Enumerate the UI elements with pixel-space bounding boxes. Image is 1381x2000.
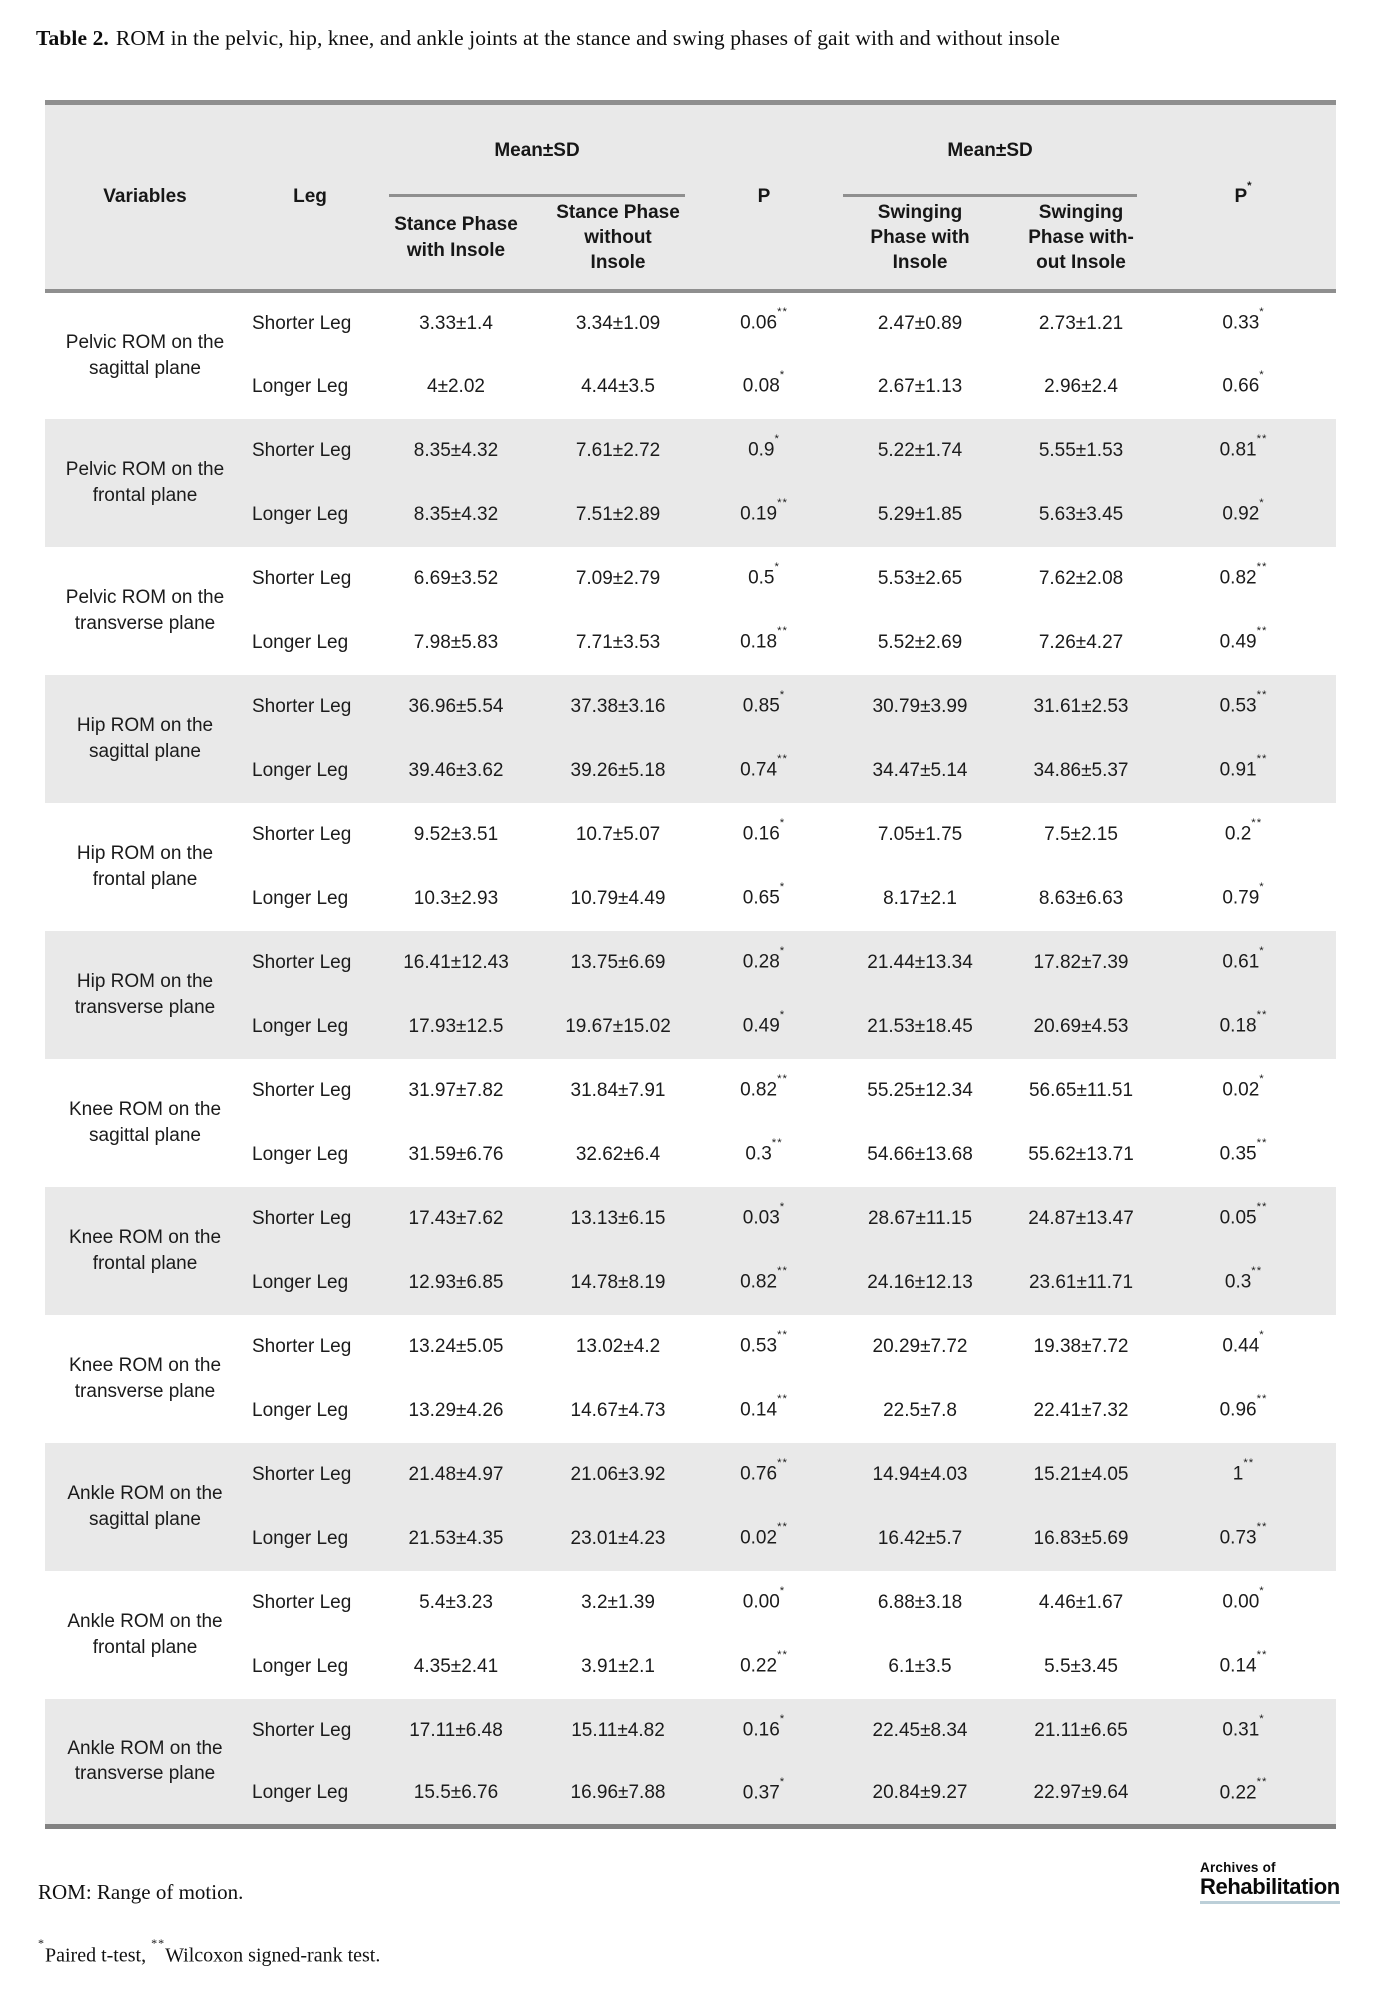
leg-cell: Longer Leg bbox=[245, 995, 375, 1059]
swing-without-insole-cell: 17.82±7.39 bbox=[1011, 931, 1151, 995]
table-row bbox=[45, 419, 1336, 483]
table-body bbox=[45, 291, 1336, 1827]
stance-with-insole-cell: 17.11±6.48 bbox=[375, 1699, 537, 1763]
p-star-value-cell: 0.53** bbox=[1151, 675, 1336, 739]
table-row bbox=[45, 931, 1336, 995]
variable-cell: Knee ROM on the transverse plane bbox=[45, 1315, 245, 1443]
variable-cell: Pelvic ROM on the sagittal plane bbox=[45, 291, 245, 419]
variable-cell: Hip ROM on the transverse plane bbox=[45, 931, 245, 1059]
swing-with-insole-cell: 28.67±11.15 bbox=[829, 1187, 1011, 1251]
leg-cell: Longer Leg bbox=[245, 739, 375, 803]
stance-with-insole-cell: 31.97±7.82 bbox=[375, 1059, 537, 1123]
swing-with-insole-cell: 20.29±7.72 bbox=[829, 1315, 1011, 1379]
leg-cell: Shorter Leg bbox=[245, 1443, 375, 1507]
swing-with-insole-cell: 6.88±3.18 bbox=[829, 1571, 1011, 1635]
swing-with-insole-cell: 22.45±8.34 bbox=[829, 1699, 1011, 1763]
table-row bbox=[45, 803, 1336, 867]
variable-cell: Pelvic ROM on the transverse plane bbox=[45, 547, 245, 675]
col-header-p: P bbox=[699, 103, 829, 291]
stance-with-insole-cell: 6.69±3.52 bbox=[375, 547, 537, 611]
swing-without-insole-cell: 24.87±13.47 bbox=[1011, 1187, 1151, 1251]
leg-cell: Shorter Leg bbox=[245, 1699, 375, 1763]
table-row bbox=[45, 291, 1336, 355]
stance-with-insole-cell: 10.3±2.93 bbox=[375, 867, 537, 931]
col-header-p-star: P* bbox=[1151, 103, 1336, 291]
col-subheader-2: Swinging Phase with Insole bbox=[829, 197, 1011, 291]
leg-cell: Shorter Leg bbox=[245, 419, 375, 483]
abbreviation-note: ROM: Range of motion. bbox=[38, 1880, 244, 1904]
p-star-value-cell: 0.79* bbox=[1151, 867, 1336, 931]
stance-without-insole-cell: 13.13±6.15 bbox=[537, 1187, 699, 1251]
p-star-value-cell: 0.96** bbox=[1151, 1379, 1336, 1443]
p-value-cell: 0.14** bbox=[699, 1379, 829, 1443]
p-star-value-cell: 0.18** bbox=[1151, 995, 1336, 1059]
swing-without-insole-cell: 21.11±6.65 bbox=[1011, 1699, 1151, 1763]
leg-cell: Longer Leg bbox=[245, 1123, 375, 1187]
stance-with-insole-cell: 3.33±1.4 bbox=[375, 291, 537, 355]
swing-with-insole-cell: 55.25±12.34 bbox=[829, 1059, 1011, 1123]
journal-logo-line2: Rehabilitation bbox=[1200, 1875, 1340, 1904]
p-value-cell: 0.65* bbox=[699, 867, 829, 931]
leg-cell: Shorter Leg bbox=[245, 931, 375, 995]
table-row bbox=[45, 1187, 1336, 1251]
swing-with-insole-cell: 14.94±4.03 bbox=[829, 1443, 1011, 1507]
p-star-value-cell: 0.91** bbox=[1151, 739, 1336, 803]
stance-without-insole-cell: 3.91±2.1 bbox=[537, 1635, 699, 1699]
p-star-value-cell: 0.02* bbox=[1151, 1059, 1336, 1123]
swing-with-insole-cell: 2.47±0.89 bbox=[829, 291, 1011, 355]
swing-with-insole-cell: 5.53±2.65 bbox=[829, 547, 1011, 611]
swing-with-insole-cell: 22.5±7.8 bbox=[829, 1379, 1011, 1443]
variable-cell: Pelvic ROM on the frontal plane bbox=[45, 419, 245, 547]
p-value-cell: 0.76** bbox=[699, 1443, 829, 1507]
stance-without-insole-cell: 10.7±5.07 bbox=[537, 803, 699, 867]
p-value-cell: 0.22** bbox=[699, 1635, 829, 1699]
p-value-cell: 0.74** bbox=[699, 739, 829, 803]
swing-without-insole-cell: 2.96±2.4 bbox=[1011, 355, 1151, 419]
stance-with-insole-cell: 9.52±3.51 bbox=[375, 803, 537, 867]
p-value-cell: 0.49* bbox=[699, 995, 829, 1059]
p-value-cell: 0.00* bbox=[699, 1571, 829, 1635]
stance-without-insole-cell: 32.62±6.4 bbox=[537, 1123, 699, 1187]
table-caption bbox=[36, 26, 1356, 51]
table-caption-text: ROM in the pelvic, hip, knee, and ankle joints at the stance and swing phases of gait with and without insole bbox=[115, 26, 1061, 50]
stance-with-insole-cell: 13.24±5.05 bbox=[375, 1315, 537, 1379]
variable-cell: Ankle ROM on the frontal plane bbox=[45, 1571, 245, 1699]
leg-cell: Shorter Leg bbox=[245, 291, 375, 355]
p-star-value-cell: 0.66* bbox=[1151, 355, 1336, 419]
p-star-value-cell: 0.35** bbox=[1151, 1123, 1336, 1187]
stance-without-insole-cell: 7.09±2.79 bbox=[537, 547, 699, 611]
swing-without-insole-cell: 2.73±1.21 bbox=[1011, 291, 1151, 355]
col-subheader-0: Stance Phase with Insole bbox=[375, 197, 537, 291]
table-row bbox=[45, 1315, 1336, 1379]
leg-cell: Longer Leg bbox=[245, 1635, 375, 1699]
variable-cell: Ankle ROM on the transverse plane bbox=[45, 1699, 245, 1827]
stance-with-insole-cell: 13.29±4.26 bbox=[375, 1379, 537, 1443]
stance-without-insole-cell: 7.51±2.89 bbox=[537, 483, 699, 547]
p-value-cell: 0.37* bbox=[699, 1763, 829, 1827]
p-value-cell: 0.16* bbox=[699, 803, 829, 867]
leg-cell: Shorter Leg bbox=[245, 1059, 375, 1123]
swing-without-insole-cell: 5.5±3.45 bbox=[1011, 1635, 1151, 1699]
p-value-cell: 0.08* bbox=[699, 355, 829, 419]
swing-without-insole-cell: 15.21±4.05 bbox=[1011, 1443, 1151, 1507]
col-subheader-3: Swinging Phase with- out Insole bbox=[1011, 197, 1151, 291]
p-star-value-cell: 0.61* bbox=[1151, 931, 1336, 995]
leg-cell: Shorter Leg bbox=[245, 1187, 375, 1251]
stance-without-insole-cell: 15.11±4.82 bbox=[537, 1699, 699, 1763]
p-star-value-cell: 0.49** bbox=[1151, 611, 1336, 675]
p-star-value-cell: 0.81** bbox=[1151, 419, 1336, 483]
header-row-top bbox=[45, 103, 1336, 197]
p-star-value-cell: 0.00* bbox=[1151, 1571, 1336, 1635]
p-star-value-cell: 1** bbox=[1151, 1443, 1336, 1507]
swing-with-insole-cell: 54.66±13.68 bbox=[829, 1123, 1011, 1187]
p-star-value-cell: 0.33* bbox=[1151, 291, 1336, 355]
leg-cell: Longer Leg bbox=[245, 355, 375, 419]
variable-cell: Hip ROM on the frontal plane bbox=[45, 803, 245, 931]
col-header-leg: Leg bbox=[245, 103, 375, 291]
p-star-value-cell: 0.14** bbox=[1151, 1635, 1336, 1699]
p-value-cell: 0.9* bbox=[699, 419, 829, 483]
swing-with-insole-cell: 20.84±9.27 bbox=[829, 1763, 1011, 1827]
p-value-cell: 0.02** bbox=[699, 1507, 829, 1571]
stance-without-insole-cell: 3.2±1.39 bbox=[537, 1571, 699, 1635]
stance-with-insole-cell: 7.98±5.83 bbox=[375, 611, 537, 675]
leg-cell: Longer Leg bbox=[245, 867, 375, 931]
swing-without-insole-cell: 7.62±2.08 bbox=[1011, 547, 1151, 611]
leg-cell: Longer Leg bbox=[245, 611, 375, 675]
swing-with-insole-cell: 5.29±1.85 bbox=[829, 483, 1011, 547]
p-value-cell: 0.5* bbox=[699, 547, 829, 611]
leg-cell: Longer Leg bbox=[245, 1379, 375, 1443]
stance-with-insole-cell: 8.35±4.32 bbox=[375, 419, 537, 483]
swing-without-insole-cell: 4.46±1.67 bbox=[1011, 1571, 1151, 1635]
swing-without-insole-cell: 8.63±6.63 bbox=[1011, 867, 1151, 931]
swing-with-insole-cell: 34.47±5.14 bbox=[829, 739, 1011, 803]
p-star-value-cell: 0.3** bbox=[1151, 1251, 1336, 1315]
p-star-value-cell: 0.31* bbox=[1151, 1699, 1336, 1763]
leg-cell: Shorter Leg bbox=[245, 1571, 375, 1635]
stance-with-insole-cell: 4±2.02 bbox=[375, 355, 537, 419]
col-header-mean-sd-stance: Mean±SD bbox=[375, 103, 699, 197]
table-row bbox=[45, 1443, 1336, 1507]
stance-without-insole-cell: 14.67±4.73 bbox=[537, 1379, 699, 1443]
col-header-variables: Variables bbox=[45, 103, 245, 291]
stance-with-insole-cell: 8.35±4.32 bbox=[375, 483, 537, 547]
stance-without-insole-cell: 21.06±3.92 bbox=[537, 1443, 699, 1507]
swing-with-insole-cell: 24.16±12.13 bbox=[829, 1251, 1011, 1315]
stance-without-insole-cell: 13.75±6.69 bbox=[537, 931, 699, 995]
stance-without-insole-cell: 7.71±3.53 bbox=[537, 611, 699, 675]
table-row bbox=[45, 1571, 1336, 1635]
swing-without-insole-cell: 34.86±5.37 bbox=[1011, 739, 1151, 803]
table-header bbox=[45, 103, 1336, 291]
table-row bbox=[45, 1699, 1336, 1763]
variable-cell: Knee ROM on the sagittal plane bbox=[45, 1059, 245, 1187]
p-value-cell: 0.3** bbox=[699, 1123, 829, 1187]
stance-without-insole-cell: 39.26±5.18 bbox=[537, 739, 699, 803]
p-star-value-cell: 0.2** bbox=[1151, 803, 1336, 867]
swing-with-insole-cell: 21.53±18.45 bbox=[829, 995, 1011, 1059]
leg-cell: Longer Leg bbox=[245, 1507, 375, 1571]
swing-without-insole-cell: 23.61±11.71 bbox=[1011, 1251, 1151, 1315]
stance-without-insole-cell: 13.02±4.2 bbox=[537, 1315, 699, 1379]
swing-without-insole-cell: 56.65±11.51 bbox=[1011, 1059, 1151, 1123]
stance-without-insole-cell: 4.44±3.5 bbox=[537, 355, 699, 419]
stance-with-insole-cell: 36.96±5.54 bbox=[375, 675, 537, 739]
p-value-cell: 0.82** bbox=[699, 1251, 829, 1315]
swing-without-insole-cell: 22.41±7.32 bbox=[1011, 1379, 1151, 1443]
stance-without-insole-cell: 19.67±15.02 bbox=[537, 995, 699, 1059]
p-value-cell: 0.03* bbox=[699, 1187, 829, 1251]
swing-with-insole-cell: 2.67±1.13 bbox=[829, 355, 1011, 419]
rom-table bbox=[45, 100, 1336, 1829]
swing-with-insole-cell: 21.44±13.34 bbox=[829, 931, 1011, 995]
swing-with-insole-cell: 16.42±5.7 bbox=[829, 1507, 1011, 1571]
p-star-value-cell: 0.73** bbox=[1151, 1507, 1336, 1571]
swing-without-insole-cell: 20.69±4.53 bbox=[1011, 995, 1151, 1059]
stance-with-insole-cell: 21.53±4.35 bbox=[375, 1507, 537, 1571]
swing-with-insole-cell: 5.22±1.74 bbox=[829, 419, 1011, 483]
swing-without-insole-cell: 7.5±2.15 bbox=[1011, 803, 1151, 867]
stance-with-insole-cell: 21.48±4.97 bbox=[375, 1443, 537, 1507]
swing-without-insole-cell: 55.62±13.71 bbox=[1011, 1123, 1151, 1187]
stance-with-insole-cell: 17.43±7.62 bbox=[375, 1187, 537, 1251]
p-value-cell: 0.18** bbox=[699, 611, 829, 675]
leg-cell: Shorter Leg bbox=[245, 547, 375, 611]
stance-with-insole-cell: 15.5±6.76 bbox=[375, 1763, 537, 1827]
p-star-value-cell: 0.92* bbox=[1151, 483, 1336, 547]
leg-cell: Longer Leg bbox=[245, 483, 375, 547]
leg-cell: Shorter Leg bbox=[245, 803, 375, 867]
leg-cell: Longer Leg bbox=[245, 1251, 375, 1315]
variable-cell: Ankle ROM on the sagittal plane bbox=[45, 1443, 245, 1571]
swing-without-insole-cell: 19.38±7.72 bbox=[1011, 1315, 1151, 1379]
p-value-cell: 0.82** bbox=[699, 1059, 829, 1123]
table-row bbox=[45, 1059, 1336, 1123]
stance-with-insole-cell: 5.4±3.23 bbox=[375, 1571, 537, 1635]
journal-logo bbox=[1200, 1860, 1350, 1904]
stance-without-insole-cell: 3.34±1.09 bbox=[537, 291, 699, 355]
variable-cell: Hip ROM on the sagittal plane bbox=[45, 675, 245, 803]
stance-with-insole-cell: 17.93±12.5 bbox=[375, 995, 537, 1059]
swing-without-insole-cell: 22.97±9.64 bbox=[1011, 1763, 1151, 1827]
p-value-cell: 0.16* bbox=[699, 1699, 829, 1763]
swing-with-insole-cell: 7.05±1.75 bbox=[829, 803, 1011, 867]
table-row bbox=[45, 547, 1336, 611]
stance-with-insole-cell: 39.46±3.62 bbox=[375, 739, 537, 803]
leg-cell: Shorter Leg bbox=[245, 675, 375, 739]
stance-without-insole-cell: 10.79±4.49 bbox=[537, 867, 699, 931]
col-subheader-1: Stance Phase without Insole bbox=[537, 197, 699, 291]
p-value-cell: 0.53** bbox=[699, 1315, 829, 1379]
stance-without-insole-cell: 16.96±7.88 bbox=[537, 1763, 699, 1827]
p-star-value-cell: 0.22** bbox=[1151, 1763, 1336, 1827]
swing-with-insole-cell: 6.1±3.5 bbox=[829, 1635, 1011, 1699]
statistical-note: *Paired t-test, **Wilcoxon signed-rank test. bbox=[38, 1936, 381, 1967]
stance-without-insole-cell: 23.01±4.23 bbox=[537, 1507, 699, 1571]
p-value-cell: 0.19** bbox=[699, 483, 829, 547]
stance-without-insole-cell: 37.38±3.16 bbox=[537, 675, 699, 739]
swing-without-insole-cell: 16.83±5.69 bbox=[1011, 1507, 1151, 1571]
table-caption-label: Table 2. bbox=[36, 26, 109, 50]
stance-with-insole-cell: 4.35±2.41 bbox=[375, 1635, 537, 1699]
leg-cell: Shorter Leg bbox=[245, 1315, 375, 1379]
stance-with-insole-cell: 12.93±6.85 bbox=[375, 1251, 537, 1315]
swing-without-insole-cell: 7.26±4.27 bbox=[1011, 611, 1151, 675]
p-star-value-cell: 0.05** bbox=[1151, 1187, 1336, 1251]
p-value-cell: 0.85* bbox=[699, 675, 829, 739]
p-value-cell: 0.28* bbox=[699, 931, 829, 995]
stance-without-insole-cell: 31.84±7.91 bbox=[537, 1059, 699, 1123]
variable-cell: Knee ROM on the frontal plane bbox=[45, 1187, 245, 1315]
swing-with-insole-cell: 5.52±2.69 bbox=[829, 611, 1011, 675]
swing-without-insole-cell: 5.55±1.53 bbox=[1011, 419, 1151, 483]
col-header-mean-sd-swing: Mean±SD bbox=[829, 103, 1151, 197]
table-row bbox=[45, 675, 1336, 739]
swing-with-insole-cell: 8.17±2.1 bbox=[829, 867, 1011, 931]
p-value-cell: 0.06** bbox=[699, 291, 829, 355]
stance-with-insole-cell: 16.41±12.43 bbox=[375, 931, 537, 995]
swing-without-insole-cell: 5.63±3.45 bbox=[1011, 483, 1151, 547]
swing-with-insole-cell: 30.79±3.99 bbox=[829, 675, 1011, 739]
leg-cell: Longer Leg bbox=[245, 1763, 375, 1827]
stance-without-insole-cell: 14.78±8.19 bbox=[537, 1251, 699, 1315]
journal-logo-line1: Archives of bbox=[1200, 1860, 1276, 1875]
stance-without-insole-cell: 7.61±2.72 bbox=[537, 419, 699, 483]
swing-without-insole-cell: 31.61±2.53 bbox=[1011, 675, 1151, 739]
p-star-value-cell: 0.82** bbox=[1151, 547, 1336, 611]
stance-with-insole-cell: 31.59±6.76 bbox=[375, 1123, 537, 1187]
p-star-value-cell: 0.44* bbox=[1151, 1315, 1336, 1379]
